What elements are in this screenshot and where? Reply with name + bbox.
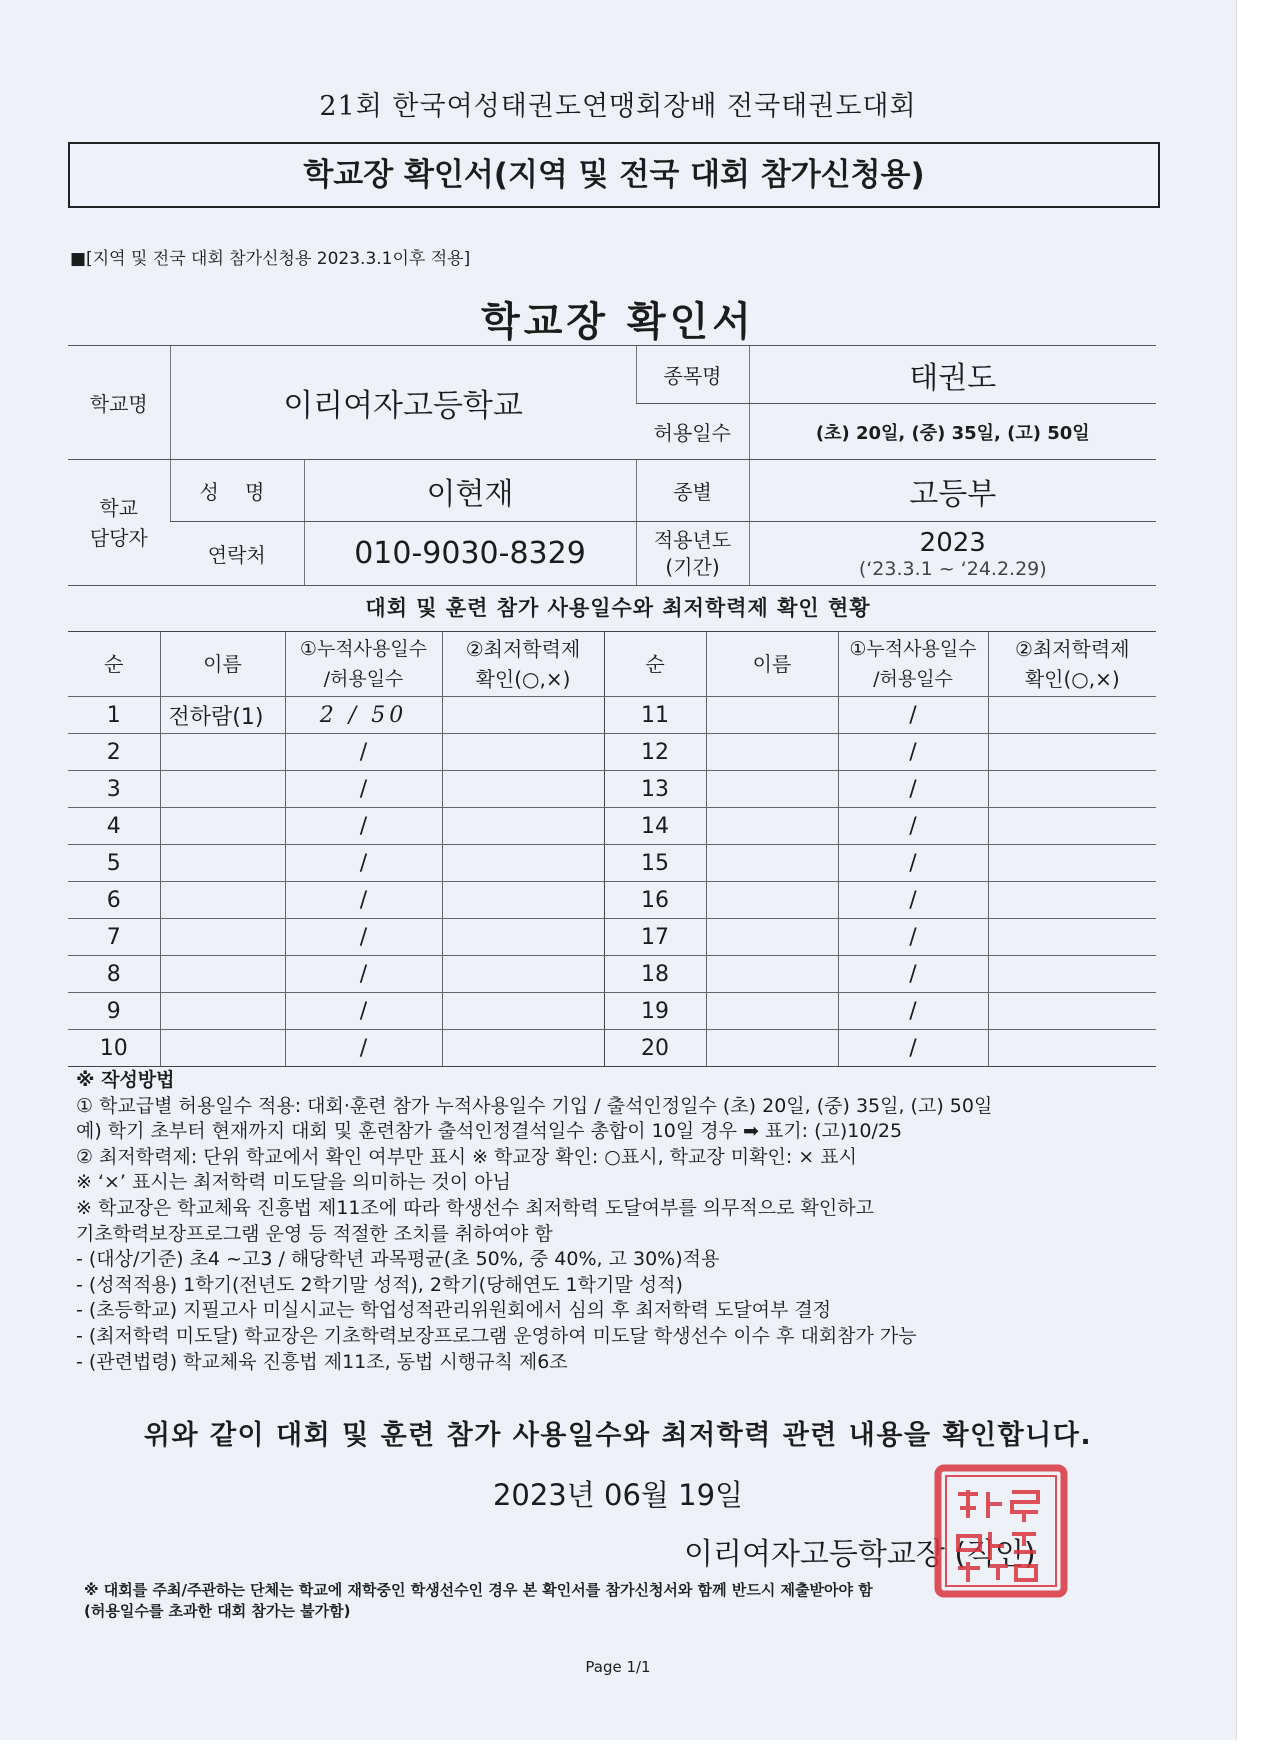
col-academic-header-2: ②최저학력제 확인(○,×) xyxy=(988,632,1156,697)
table-row xyxy=(68,734,1156,771)
academic-check xyxy=(442,771,604,808)
event-label: 종목명 xyxy=(636,346,749,404)
row-number: 11 xyxy=(604,697,706,734)
academic-check xyxy=(442,845,604,882)
student-name xyxy=(160,993,285,1030)
col-name-header: 이름 xyxy=(160,632,285,697)
page-number: Page 1/1 xyxy=(585,1658,651,1676)
academic-check xyxy=(988,956,1156,993)
academic-check xyxy=(988,734,1156,771)
academic-check xyxy=(442,697,604,734)
footnote-line: (허용일수를 초과한 대회 참가는 불가함) xyxy=(84,1602,351,1620)
days-used: / xyxy=(838,993,988,1030)
table-row xyxy=(68,1030,1156,1067)
row-number: 13 xyxy=(604,771,706,808)
row-number: 10 xyxy=(68,1030,160,1067)
instruction-line: - (최저학력 미도달) 학교장은 기초학력보장프로그램 운영하여 미도달 학생선수 이수 후 대회참가 가능 xyxy=(76,1324,917,1347)
days-used: / xyxy=(285,734,442,771)
year-cell xyxy=(749,522,1156,586)
division-value: 고등부 xyxy=(749,460,1156,522)
table-row xyxy=(68,993,1156,1030)
student-name: 전하람(1) xyxy=(160,697,285,734)
instruction-line: ① 학교급별 허용일수 적용: 대회·훈련 참가 누적사용일수 기입 / 출석인정일수 (초) 20일, (중) 35일, (고) 50일 xyxy=(76,1094,993,1117)
row-number: 15 xyxy=(604,845,706,882)
days-used: / xyxy=(285,956,442,993)
instruction-line: ※ ‘×’ 표시는 최저학력 미도달을 의미하는 것이 아님 xyxy=(76,1171,511,1194)
student-name xyxy=(706,771,838,808)
table-row xyxy=(68,845,1156,882)
student-name xyxy=(160,919,285,956)
issue-date: 2023년 06월 19일 xyxy=(492,1478,744,1512)
year-period: (‘23.3.1 ~ ‘24.2.29) xyxy=(858,557,1047,580)
col-academic-header: ②최저학력제 확인(○,×) xyxy=(442,632,604,697)
row-number: 2 xyxy=(68,734,160,771)
student-name xyxy=(706,697,838,734)
student-name xyxy=(160,771,285,808)
academic-check xyxy=(442,956,604,993)
student-name xyxy=(706,845,838,882)
days-used: / xyxy=(838,697,988,734)
instruction-line: ※ 작성방법 xyxy=(76,1069,175,1091)
table-row xyxy=(68,697,1156,734)
table-row xyxy=(68,771,1156,808)
instruction-line: ※ 학교장은 학교체육 진흥법 제11조에 따라 학생선수 최저학력 도달여부를 의무적으로 확인하고 xyxy=(76,1196,874,1219)
confirmation-statement: 위와 같이 대회 및 훈련 참가 사용일수와 최저학력 관련 내용을 확인합니다. xyxy=(143,1420,1093,1451)
academic-check xyxy=(988,808,1156,845)
contact-value: 010-9030-8329 xyxy=(304,522,636,586)
table-row xyxy=(68,919,1156,956)
col-no-header: 순 xyxy=(68,632,160,697)
table-row xyxy=(68,956,1156,993)
official-seal-stamp xyxy=(932,1462,1070,1600)
days-used: / xyxy=(838,1030,988,1067)
student-name xyxy=(160,845,285,882)
col-no-header-2: 순 xyxy=(604,632,706,697)
staff-name-label: 성 명 xyxy=(170,460,304,522)
academic-check xyxy=(988,697,1156,734)
table-row xyxy=(68,808,1156,845)
days-used: / xyxy=(838,808,988,845)
days-used: / xyxy=(285,845,442,882)
table-row xyxy=(68,882,1156,919)
instructions xyxy=(76,1068,1196,1375)
school-name-label: 학교명 xyxy=(68,346,170,460)
academic-check xyxy=(442,1030,604,1067)
academic-check xyxy=(988,919,1156,956)
year-label: 적용년도 (기간) xyxy=(636,522,749,586)
student-name xyxy=(706,808,838,845)
instruction-line: - (관련법령) 학교체육 진흥법 제11조, 동법 시행규칙 제6조 xyxy=(76,1350,568,1373)
col-name-header-2: 이름 xyxy=(706,632,838,697)
student-name xyxy=(160,1030,285,1067)
instruction-line: ② 최저학력제: 단위 학교에서 확인 여부만 표시 ※ 학교장 확인: ○표시, 학교장 미확인: × 표시 xyxy=(76,1145,857,1168)
student-name xyxy=(160,882,285,919)
days-used: / xyxy=(838,734,988,771)
academic-check xyxy=(442,808,604,845)
principal-signature: 이리여자고등학교장 (직인) xyxy=(684,1537,1036,1572)
row-number: 17 xyxy=(604,919,706,956)
col-days-header: ①누적사용일수 /허용일수 xyxy=(285,632,442,697)
row-number: 8 xyxy=(68,956,160,993)
student-name xyxy=(706,993,838,1030)
days-used: / xyxy=(838,956,988,993)
days-used: / xyxy=(285,808,442,845)
student-name xyxy=(706,919,838,956)
days-used: / xyxy=(285,882,442,919)
year-value: 2023 xyxy=(919,527,986,558)
row-number: 12 xyxy=(604,734,706,771)
days-used: / xyxy=(838,771,988,808)
row-number: 9 xyxy=(68,993,160,1030)
student-name xyxy=(706,1030,838,1067)
academic-check xyxy=(442,993,604,1030)
school-info-table xyxy=(68,345,1156,586)
days-used: / xyxy=(838,845,988,882)
instruction-line: 예) 학기 초부터 현재까지 대회 및 훈련참가 출석인정결석일수 총합이 10일 경우 ➡ 표기: (고)10/25 xyxy=(76,1120,903,1143)
student-name xyxy=(160,956,285,993)
student-name xyxy=(160,808,285,845)
days-used: 2 / 50 xyxy=(285,697,442,734)
days-used: / xyxy=(285,771,442,808)
days-used: / xyxy=(285,1030,442,1067)
row-number: 16 xyxy=(604,882,706,919)
days-used: / xyxy=(285,993,442,1030)
row-number: 5 xyxy=(68,845,160,882)
student-name xyxy=(160,734,285,771)
footnote xyxy=(84,1580,873,1622)
row-number: 7 xyxy=(68,919,160,956)
academic-check xyxy=(442,734,604,771)
page-title: 학교장 확인서 xyxy=(481,299,755,345)
contact-label: 연락처 xyxy=(170,522,304,586)
row-number: 6 xyxy=(68,882,160,919)
academic-check xyxy=(988,845,1156,882)
academic-check xyxy=(442,882,604,919)
event-value: 태권도 xyxy=(749,346,1156,404)
days-used: / xyxy=(838,919,988,956)
instruction-line: - (대상/기준) 초4 ~고3 / 해당학년 과목평균(초 50%, 중 40%, 고 30%)적용 xyxy=(76,1248,720,1271)
school-name-value: 이리여자고등학교 xyxy=(170,346,636,460)
academic-check xyxy=(988,1030,1156,1067)
academic-check xyxy=(988,882,1156,919)
instruction-line: - (초등학교) 지필고사 미실시교는 학업성적관리위원회에서 심의 후 최저학력 도달여부 결정 xyxy=(76,1299,832,1322)
days-used: / xyxy=(285,919,442,956)
participation-table xyxy=(68,631,1156,1067)
academic-check xyxy=(442,919,604,956)
student-name xyxy=(706,956,838,993)
section-title: 대회 및 훈련 참가 사용일수와 최저학력제 확인 현황 xyxy=(365,596,871,620)
row-number: 14 xyxy=(604,808,706,845)
allowed-days-label: 허용일수 xyxy=(636,404,749,460)
division-label: 종별 xyxy=(636,460,749,522)
row-number: 20 xyxy=(604,1030,706,1067)
student-name xyxy=(706,734,838,771)
academic-check xyxy=(988,993,1156,1030)
student-name xyxy=(706,882,838,919)
col-days-header-2: ①누적사용일수 /허용일수 xyxy=(838,632,988,697)
row-number: 3 xyxy=(68,771,160,808)
applicability-note: ■[지역 및 전국 대회 참가신청용 2023.3.1이후 적용] xyxy=(70,249,471,269)
instruction-line: 기초학력보장프로그램 운영 등 적절한 조치를 취하여야 함 xyxy=(76,1222,553,1245)
contest-title: 21회 한국여성태권도연맹회장배 전국태권도대회 xyxy=(319,91,917,122)
instruction-line: - (성적적용) 1학기(전년도 2학기말 성적), 2학기(당해연도 1학기말 성적) xyxy=(76,1273,683,1296)
days-used: / xyxy=(838,882,988,919)
row-number: 18 xyxy=(604,956,706,993)
staff-name-value: 이현재 xyxy=(304,460,636,522)
staff-label: 학교 담당자 xyxy=(68,460,170,586)
allowed-days-value: (초) 20일, (중) 35일, (고) 50일 xyxy=(749,404,1156,460)
footnote-line: ※ 대회를 주최/주관하는 단체는 학교에 재학중인 학생선수인 경우 본 확인서를 참가신청서와 함께 반드시 제출받아야 함 xyxy=(84,1581,873,1599)
row-number: 4 xyxy=(68,808,160,845)
row-number: 19 xyxy=(604,993,706,1030)
academic-check xyxy=(988,771,1156,808)
row-number: 1 xyxy=(68,697,160,734)
form-title-box: 학교장 확인서(지역 및 전국 대회 참가신청용) xyxy=(68,142,1160,208)
